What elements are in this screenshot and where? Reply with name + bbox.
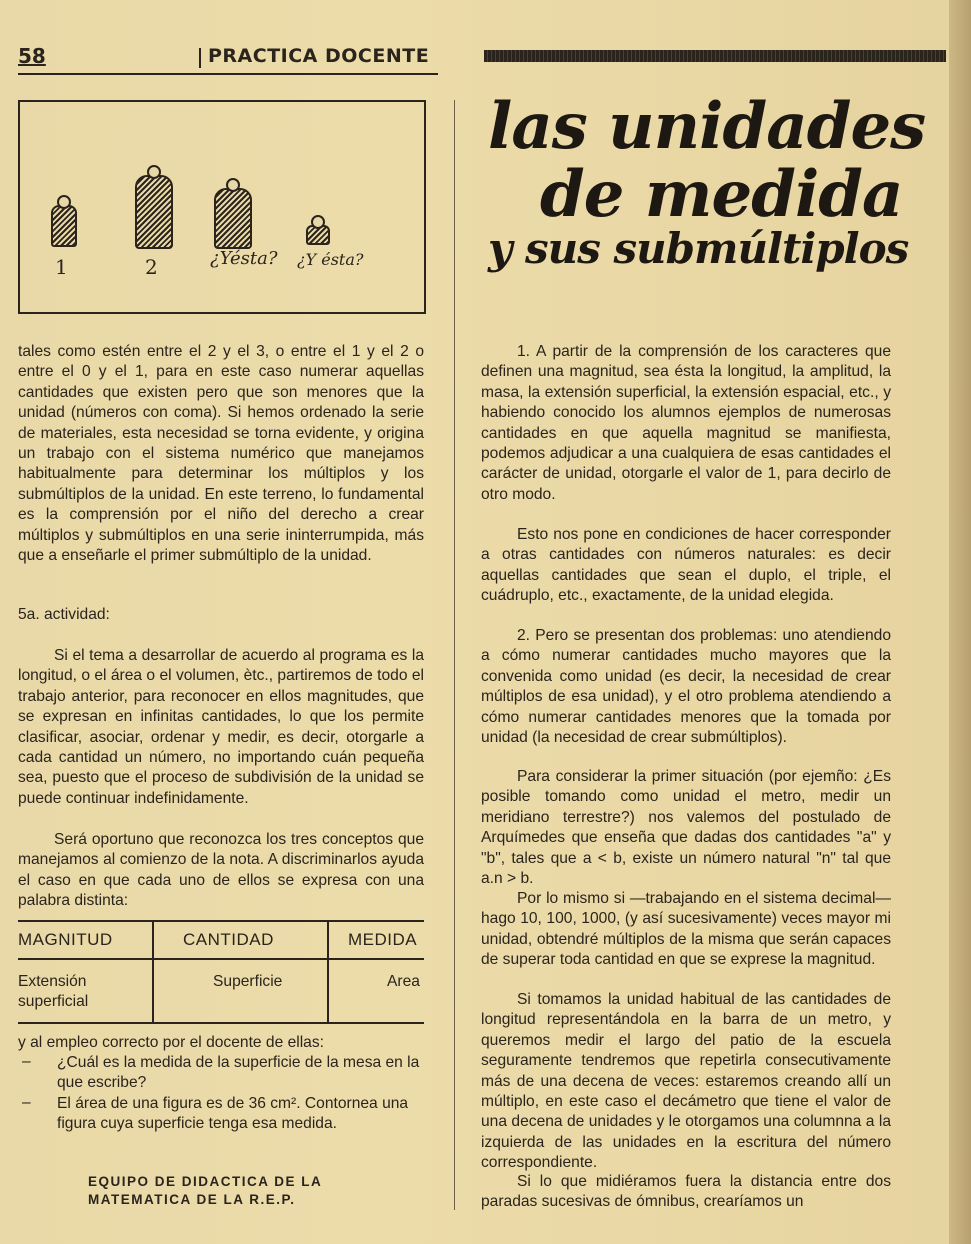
header-rule-left [18,73,438,75]
weight-large-icon [135,175,173,249]
right-paragraph-6: Si tomamos la unidad habitual de las cantidades de longitud representándola en la barra de un metro, y queremos medir el largo del patio de la escuela seguramente tendremos que repetirla consecutivamente más de una decena de veces: estaremos creando allí un múltiplo, en este caso el decámetro que tiene el valor de una decena de unidades y le otorgamos una columnna a la izquierda de las unidades en la escritura del número correspondiente. [481,991,891,1172]
left-paragraph-1: tales como estén entre el 2 y el 3, o entre el 1 y el 2 o entre el 0 y el 1, para en este caso numerar aquellas cantidades que existen pero que son menores que la unidad (números con coma). Si hemos ordenado la serie de materiales, esta necesidad se torna evidente, y origina un trabajo con el sistema numérico que manejamos habitualmente para determinar los múltiplos y los submúltiplos de la unidad. En este terreno, lo fundamental es la comprensión por el niño del derecho a crear múltiplos y submúltiplos en una serie ininterrumpida, más que a enseñarle el primer submúltiplo de la unidad. [18,343,424,565]
bullet-item: ¿Cuál es la medida de la superficie de la mesa en la que escribe? [57,1054,420,1092]
page-edge [949,0,971,1244]
bullet-item: El área de una figura es de 36 cm². Contornea una figura cuya superficie tenga esa medida. [57,1095,409,1133]
bullet-dash: – [22,1094,31,1111]
table-rule [18,920,424,922]
page-header [18,44,948,74]
table-rule [327,920,329,1024]
activity-label: 5a. actividad: [18,606,110,623]
table-header: MAGNITUD [18,930,113,949]
concepts-table [18,920,424,1024]
page-number: 58 [18,44,46,68]
weight-medium-icon [214,188,252,249]
author-credit: EQUIPO DE DIDACTICA DE LA MATEMATICA DE LA R.E.P. [88,1174,322,1207]
section-title: PRACTICA DOCENTE [208,45,430,67]
right-paragraph-4: Para considerar la primer situación (por ejemño: ¿Es posible tomando como unidad el metro, medir un meridiano terrestre?) nos valemos del postulado de Arquímedes que enseña que dadas dos cantidades "a" y "b", tales que a < b, existe un número natural "n" tal que a.n > b. [481,768,891,888]
left-paragraph-2: Si el tema a desarrollar de acuerdo al programa es la longitud, o el área o el volumen, ètc., partiremos de todo el trabajo anterior, para reconocer en ellos magnitudes, que se expresan en infinitas cantidades, lo que los permite clasificar, asociar, ordenar y medir, es decir, otorgarle a cada cantidad un número, no importando cuán pequeña sea, puesto que el proceso de subdivisión de la unidad se puede continuar indefinidamente. [18,647,424,807]
header-separator [199,48,201,68]
table-cell: Extensión superficial [18,973,89,1010]
column-divider [454,100,455,1210]
left-paragraph-3: Será oportuno que reconozca los tres conceptos que manejamos al comienzo de la nota. A discriminarlos ayuda el caso en que cada uno de ellos se expresa con una palabra distinta: [18,831,424,910]
table-header: CANTIDAD [183,930,274,949]
table-rule [18,958,424,960]
right-paragraph-5: Por lo mismo si —trabajando en el sistema decimal— hago 10, 100, 1000, (y así sucesivamente) veces mayor mi unidad, obtendré múltiplos de la misma que serán capaces de superar toda cantidad en que se exprese la magnitud. [481,890,891,969]
table-header: MEDIDA [348,930,418,949]
weight-label: 1 [55,255,68,279]
table-rule [18,1022,424,1024]
header-rule-right [484,50,946,62]
article-title-line2: de medida [540,157,903,232]
weight-small-icon [51,205,77,247]
right-paragraph-2: Esto nos pone en condiciones de hacer corresponder a otras cantidades con números naturales: es decir aquellas cantidades que sean el duplo, el triple, el cuádruplo, etc., exactamente, de la unidad elegida. [481,526,891,605]
table-rule [152,920,154,1024]
left-paragraph-4: y al empleo correcto por el docente de ellas: [18,1034,324,1051]
weight-label: ¿Yésta? [210,248,278,269]
article-title-line3: y sus submúltiplos [488,224,909,273]
article-title-line1: las unidades [488,89,926,164]
bullet-dash: – [22,1053,31,1070]
right-paragraph-7: Si lo que midiéramos fuera la distancia entre dos paradas sucesivas de ómnibus, crearíamos un [481,1173,891,1211]
weight-label: ¿Y ésta? [297,250,364,269]
weight-tiny-icon [306,225,330,245]
table-cell: Superficie [213,973,283,990]
weight-label: 2 [145,255,158,279]
right-paragraph-3: 2. Pero se presentan dos problemas: uno atendiendo a cómo numerar cantidades mucho mayores que la convenida como unidad (es decir, la necesidad de crear múltiplos de esa unidad), y el otro problema atendiendo a cómo numerar cantidades menores que la tomada por unidad (la necesidad de crear submúltiplos). [481,627,891,747]
right-paragraph-1: 1. A partir de la comprensión de los caracteres que definen una magnitud, sea ésta la longitud, la amplitud, la masa, la extensión superficial, la extensión espacial, etc., y habiendo conocido los alumnos ejemplos de numerosas cantidades en que aquella magnitud se manifiesta, podemos adjudicar a una cualquiera de esas cantidades el carácter de unidad, otorgarle el valor de 1, para decirlo de otro modo. [481,343,891,503]
weights-illustration [18,100,426,314]
table-cell: Area [387,973,420,990]
